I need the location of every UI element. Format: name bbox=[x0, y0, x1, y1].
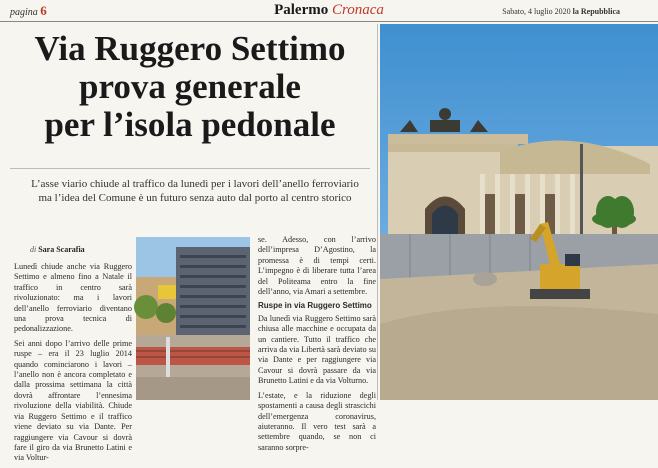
paper-name: la Repubblica bbox=[572, 7, 620, 16]
paragraph: Lunedì chiude anche via Ruggero Settimo e almeno fino a Natale il traffico in centro sarà rivoluzionato: ma i lavori dell’anello ferroviario diventano una prova tecnica di pedonalizzazione. bbox=[14, 262, 132, 334]
byline bbox=[30, 245, 85, 254]
article-column-3 bbox=[258, 235, 376, 457]
section-category: Cronaca bbox=[331, 2, 384, 18]
date-text: Sabato, 4 luglio 2020 bbox=[502, 7, 571, 16]
column-divider bbox=[377, 24, 378, 400]
page-number-value: 6 bbox=[40, 3, 47, 18]
headline-line-3: per l’isola pedonale bbox=[44, 105, 336, 144]
paragraph: Sei anni dopo l’arrivo delle prime ruspe – era il 23 luglio 2014 quando cominciarono i lavori – l’anello non è ancora completato e dalla prossima settimana la città dovrà affrontare l’ennesima rivoluzione della viabilità. Chiude via Ruggero Settimo e il traffico viene deviato su via Dante. Per raggiungere via Cavour si dovrà fare il giro da via Brunetto Latini e via Voltur- bbox=[14, 338, 132, 463]
headline-line-2: prova generale bbox=[79, 67, 301, 106]
article-subheading: Ruspe in via Ruggero Settimo bbox=[258, 301, 372, 311]
article-headline bbox=[10, 30, 370, 144]
page-header bbox=[0, 0, 658, 22]
main-photo bbox=[380, 24, 658, 400]
issue-date bbox=[502, 7, 620, 16]
headline-divider bbox=[10, 168, 370, 169]
page-label: pagina bbox=[10, 7, 38, 18]
article-subhead: L’asse viario chiude al traffico da lunedì per i lavori dell’anello ferroviario ma l’idea del Comune è un futuro senza auto dal porto al centro storico bbox=[31, 178, 359, 204]
section-city: Palermo bbox=[274, 2, 329, 18]
article-column-1 bbox=[14, 262, 132, 468]
paragraph: se. Adesso, con l’arrivo dell’impresa D’Agostino, la promessa è di tempi certi. L’impegno è di liberare tutta l’area del Politeama entro la fine dell’anno, via Amari a settembre. bbox=[258, 235, 376, 297]
byline-prefix: di bbox=[30, 245, 37, 254]
headline-line-1: Via Ruggero Settimo bbox=[34, 29, 346, 68]
paragraph: Da lunedì via Ruggero Settimo sarà chiusa alle macchine e occupata da un cantiere. Tutto il traffico che arriva da via Libertà sarà deviato su via Dante e per raggiungere via Cavour si dovrà passare da via Brunetto Latini e da via Volturno. bbox=[258, 313, 376, 386]
paragraph: L’estate, e la riduzione degli spostamenti a causa degli strascichi dell’emergenza coronavirus, aiuteranno. Il vero test sarà a settembre quando, se non ci saranno sorpre- bbox=[258, 390, 376, 452]
inline-photo bbox=[136, 237, 250, 400]
byline-author: Sara Scarafia bbox=[38, 245, 85, 254]
